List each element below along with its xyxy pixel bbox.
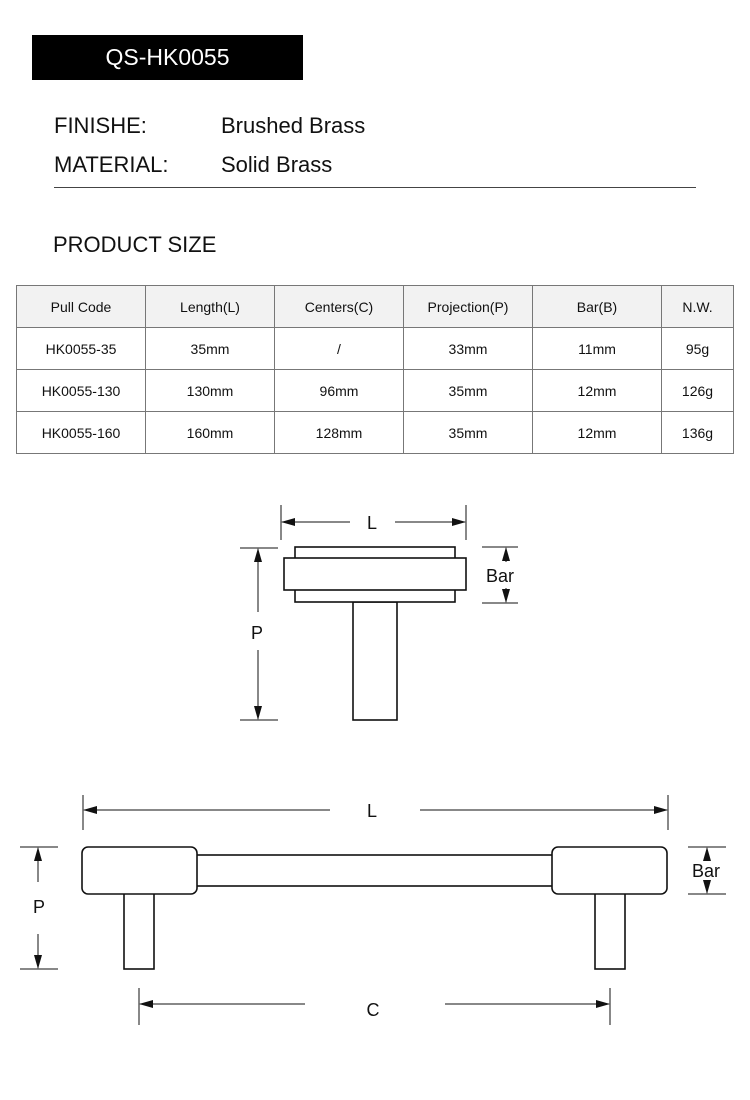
header-pull-code: Pull Code [17, 286, 146, 328]
cell-projection: 33mm [404, 328, 533, 370]
pull-bar-label: Bar [691, 861, 721, 881]
finish-value: Brushed Brass [221, 113, 366, 138]
finish-label: FINISHE: [54, 113, 147, 138]
cell-pull-code: HK0055-35 [17, 328, 146, 370]
knob-projection-label: P [250, 623, 264, 643]
header-centers: Centers(C) [275, 286, 404, 328]
pull-right-post [595, 893, 625, 969]
cell-net-weight: 136g [662, 412, 734, 454]
product-code-title: QS-HK0055 [32, 35, 303, 80]
knob-drawing [284, 547, 466, 720]
knob-post [353, 602, 397, 720]
header-projection: Projection(P) [404, 286, 533, 328]
material-label: MATERIAL: [54, 152, 169, 177]
cell-projection: 35mm [404, 370, 533, 412]
cell-length: 130mm [146, 370, 275, 412]
pull-left-post [124, 893, 154, 969]
cell-centers: 96mm [275, 370, 404, 412]
cell-projection: 35mm [404, 412, 533, 454]
pull-length-label: L [366, 801, 378, 821]
cell-pull-code: HK0055-160 [17, 412, 146, 454]
cell-centers: / [275, 328, 404, 370]
pull-bar [196, 855, 554, 886]
cell-bar: 11mm [533, 328, 662, 370]
cell-bar: 12mm [533, 370, 662, 412]
header-net-weight: N.W. [662, 286, 734, 328]
pull-projection-label: P [32, 897, 46, 917]
knob-bar [284, 558, 466, 590]
cell-pull-code: HK0055-130 [17, 370, 146, 412]
knob-length-label: L [366, 513, 378, 533]
cell-length: 35mm [146, 328, 275, 370]
pull-drawing [82, 847, 667, 969]
section-title: PRODUCT SIZE [53, 232, 217, 257]
knob-bar-label: Bar [485, 566, 515, 586]
cell-net-weight: 95g [662, 328, 734, 370]
pull-left-end [82, 847, 197, 894]
cell-net-weight: 126g [662, 370, 734, 412]
pull-right-end [552, 847, 667, 894]
cell-length: 160mm [146, 412, 275, 454]
header-length: Length(L) [146, 286, 275, 328]
cell-centers: 128mm [275, 412, 404, 454]
material-value: Solid Brass [221, 152, 333, 177]
pull-centers-label: C [366, 1000, 380, 1020]
header-bar: Bar(B) [533, 286, 662, 328]
cell-bar: 12mm [533, 412, 662, 454]
